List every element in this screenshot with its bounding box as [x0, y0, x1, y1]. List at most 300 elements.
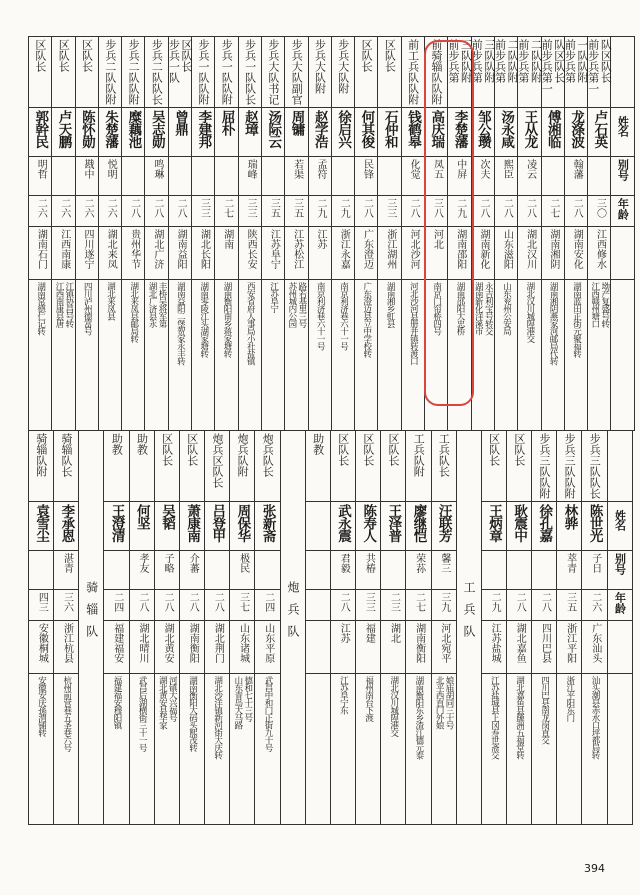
position-line: 一队队附 — [576, 39, 590, 83]
cell-age — [29, 196, 52, 227]
pos-text: 炮兵区队长 — [210, 433, 224, 488]
name-text: 卢石英 — [591, 110, 608, 148]
cell-home — [29, 227, 52, 280]
age-text: 二六 — [35, 198, 47, 218]
addr-text: 湖南衡阳东乡渣江德元泰 — [413, 676, 424, 759]
addr-text: 南京利济巷六十一号 — [315, 282, 326, 350]
cell-home — [355, 227, 378, 280]
name-text: 吴韬 — [158, 504, 175, 529]
cell-pos — [75, 37, 98, 108]
position-line: 二队队附 — [529, 39, 543, 83]
age-text: 二九 — [489, 592, 501, 612]
addr-text: 湖南零陵江头湖家塘转 — [198, 282, 209, 357]
age-text: 三〇 — [594, 198, 606, 218]
age-text: 二八 — [361, 198, 373, 218]
address-line: 山东青岛大马路 — [232, 676, 243, 729]
cell-name — [588, 108, 611, 157]
cell-name — [356, 502, 381, 551]
alias-text: 孟符 — [314, 159, 326, 179]
pos-text: 步兵一队队附 — [197, 39, 210, 105]
name-text: 李楚藩 — [451, 110, 468, 148]
age-text: 三三 — [363, 592, 375, 612]
cell-home — [192, 227, 215, 280]
cell-name — [518, 108, 541, 157]
cell-addr — [564, 280, 587, 431]
name-text: 高庆瑞 — [428, 110, 445, 148]
position-line: 前步兵第一 — [586, 39, 600, 94]
name-text: 陈怀勋 — [78, 110, 95, 148]
age-text: 二八 — [338, 592, 350, 612]
name-text: 周保华 — [234, 504, 251, 542]
age-text: 二九 — [454, 198, 466, 218]
cell-pos — [588, 37, 611, 108]
cell-name — [564, 108, 587, 157]
cell-addr — [406, 674, 431, 825]
pos-text: 区队长 — [185, 433, 199, 466]
name-text: 屈朴 — [218, 110, 235, 135]
age-text: 二八 — [187, 592, 199, 612]
addr-text: 湖北汉川城隍港交 — [388, 676, 399, 736]
alias-text: 若渠 — [291, 159, 303, 179]
home-text: 湖南邵阳 — [454, 229, 466, 269]
home-text: 湖南益阳 — [175, 229, 187, 269]
pos-text: 助教 — [135, 433, 149, 455]
header-addr — [607, 674, 632, 825]
addr-text: 四川巴县南龙岗直交 — [539, 676, 550, 744]
cell-name — [205, 502, 230, 551]
name-text: 邹公瓒 — [474, 110, 491, 148]
cell-pos — [506, 431, 531, 502]
pos-text: 步兵二队队附 — [127, 39, 141, 105]
cell-addr — [481, 674, 506, 825]
cell-addr — [215, 280, 238, 431]
name-text: 萧康南 — [184, 504, 201, 542]
cell-home — [381, 621, 406, 674]
position-line: 区队长 — [179, 39, 193, 72]
cell-home — [564, 227, 587, 280]
cell-addr — [378, 280, 401, 431]
age-text: 二四 — [111, 592, 123, 612]
cell-name — [54, 502, 79, 551]
home-text: 四川巴县 — [539, 623, 551, 663]
cell-alias — [29, 157, 52, 196]
pos-text: 步兵三队队长 — [588, 433, 602, 499]
addr-text: 湖南蓝田正街元聚福转 — [571, 282, 582, 357]
header-pos — [607, 431, 632, 502]
cell-alias — [255, 551, 280, 590]
alias-text: 戡中 — [81, 159, 93, 179]
cell-pos — [129, 431, 154, 502]
addr-text: 湖北来凤县 — [105, 282, 116, 320]
position-line: 步兵一队 — [167, 39, 181, 83]
cell-name — [192, 108, 215, 157]
cell-alias — [98, 157, 121, 196]
cell-alias — [381, 551, 406, 590]
age-text: 四三 — [36, 592, 48, 612]
cell-age — [406, 590, 431, 621]
cell-pos — [29, 37, 52, 108]
pos-text: 步兵三队队附 — [537, 433, 551, 499]
cell-age — [381, 590, 406, 621]
cell-addr — [238, 280, 261, 431]
pos-text: 炮兵队附 — [236, 433, 250, 477]
cell-name — [305, 502, 330, 551]
cell-home — [52, 227, 75, 280]
pos-text: 区队长 — [360, 39, 374, 72]
age-text: 二八 — [162, 592, 174, 612]
name-text: 石仲和 — [381, 110, 398, 148]
cell-alias — [230, 551, 255, 590]
name-text: 傅湘临 — [544, 110, 561, 148]
cell-name — [541, 108, 564, 157]
pos-text: 步兵三队队附 — [563, 433, 577, 499]
cell-alias — [179, 551, 204, 590]
position-text — [516, 37, 543, 83]
cell-alias — [481, 551, 506, 590]
home-text: 浙江平阳 — [564, 623, 576, 663]
cell-age — [98, 196, 121, 227]
cell-age — [54, 590, 79, 621]
home-text: 江西修水 — [594, 229, 606, 269]
cell-name — [261, 108, 284, 157]
cell-addr — [29, 674, 54, 825]
roster-table-lower — [28, 430, 633, 825]
name-text: 何坚 — [133, 504, 150, 529]
name-text: 汤际云 — [265, 110, 282, 148]
cell-addr — [205, 674, 230, 825]
cell-alias — [356, 551, 381, 590]
cell-addr — [401, 280, 424, 431]
addr-text: 武昌后湖横街三十一号 — [137, 676, 148, 751]
addr-text: 浙江平阳东门 — [564, 676, 575, 721]
cell-pos — [192, 37, 215, 108]
cell-home — [378, 227, 401, 280]
cell-name — [481, 502, 506, 551]
alias-text: 凌云 — [524, 159, 536, 179]
name-text: 陈世光 — [586, 504, 603, 542]
alias-text: 中屏 — [454, 159, 466, 179]
cell-name — [406, 502, 431, 551]
pos-text: 步兵一队队长 — [243, 39, 257, 105]
cell-home — [406, 621, 431, 674]
cell-addr — [541, 280, 564, 431]
home-text: 江苏 — [314, 229, 326, 249]
cell-age — [154, 590, 179, 621]
cell-home — [506, 621, 531, 674]
cell-age — [238, 196, 261, 227]
home-text: 湖南石门 — [35, 229, 47, 269]
home-text: 湖南新化 — [478, 229, 490, 269]
cell-name — [308, 108, 331, 157]
cell-home — [494, 227, 517, 280]
alias-text: 悦明 — [105, 159, 117, 179]
name-text: 王从龙 — [521, 110, 538, 148]
pos-text: 步兵大队附 — [336, 39, 350, 94]
alias-text: 子略 — [162, 553, 174, 573]
position-line: 前步兵第一 — [540, 39, 554, 94]
cell-alias — [238, 157, 261, 196]
addr-text: 西安省府人事局小社盐镇 — [245, 282, 256, 365]
section-label-text: 炮兵队 — [285, 581, 300, 647]
cell-alias — [168, 157, 191, 196]
pos-text: 区队长 — [336, 433, 350, 466]
cell-home — [481, 621, 506, 674]
cell-age — [122, 196, 145, 227]
age-text: 二八 — [478, 198, 490, 218]
cell-age — [129, 590, 154, 621]
age-text: 二六 — [81, 198, 93, 218]
name-text: 张新斋 — [259, 504, 276, 542]
cell-addr — [506, 674, 531, 825]
address-text — [52, 280, 74, 327]
cell-pos — [29, 431, 54, 502]
cell-addr — [255, 674, 280, 825]
cell-alias — [401, 157, 424, 196]
addr-text: 湖北沙洋镇新河街大庆转 — [212, 676, 223, 759]
cell-name — [129, 502, 154, 551]
cell-alias — [582, 551, 607, 590]
age-text: 二七 — [221, 198, 233, 218]
alias-text: 子日 — [589, 553, 601, 573]
age-text: 三五 — [564, 592, 576, 612]
age-text: 二七 — [413, 592, 425, 612]
cell-pos — [98, 37, 121, 108]
section-label-text: 工兵队 — [462, 581, 477, 647]
home-text: 湖南 — [221, 229, 233, 249]
addr-text: 福建福安穆阳镇 — [112, 676, 122, 729]
addr-text: 湖南湘乡虹县 — [385, 282, 396, 327]
home-text: 福建福安 — [111, 623, 123, 663]
cell-addr — [557, 674, 582, 825]
cell-pos — [481, 431, 506, 502]
cell-name — [532, 502, 557, 551]
alias-text: 萃青 — [564, 553, 576, 573]
home-text: 湖北 — [388, 623, 400, 643]
cell-age — [506, 590, 531, 621]
cell-addr — [471, 280, 494, 431]
cell-home — [261, 227, 284, 280]
cell-age — [378, 196, 401, 227]
cell-alias — [192, 157, 215, 196]
cell-age — [355, 196, 378, 227]
cell-home — [230, 621, 255, 674]
home-text: 湖南湘阴 — [547, 229, 559, 269]
cell-pos — [215, 37, 238, 108]
home-text: 湖北嘉鱼 — [514, 623, 526, 663]
home-text: 山东平原 — [262, 623, 274, 663]
pos-text: 前工兵队队附 — [406, 39, 420, 105]
position-text — [563, 37, 590, 83]
cell-pos — [122, 37, 145, 108]
cell-addr — [54, 674, 79, 825]
name-text: 曾鼎 — [172, 110, 189, 135]
cell-age — [75, 196, 98, 227]
cell-home — [518, 227, 541, 280]
cell-age — [564, 196, 587, 227]
cell-alias — [471, 157, 494, 196]
cell-alias — [532, 551, 557, 590]
address-text — [432, 674, 456, 729]
position-line: 前步兵第 — [447, 39, 460, 83]
age-text: 二九 — [338, 198, 350, 218]
pos-text: 步兵大队副官 — [290, 39, 304, 105]
header-label: 年龄 — [613, 592, 627, 614]
home-text: 湖南安化 — [571, 229, 583, 269]
addr-text: 湖北来凤县邮局转 — [128, 282, 139, 342]
cell-addr — [122, 280, 145, 431]
position-text — [472, 37, 494, 83]
cell-home — [532, 621, 557, 674]
pos-text: 前骑辎队队附 — [429, 39, 443, 105]
cell-name — [179, 502, 204, 551]
alias-text: 翰藩 — [571, 159, 583, 179]
age-text: 三八 — [431, 198, 443, 218]
cell-home — [541, 227, 564, 280]
address-line: 坳产复盛号转 — [599, 282, 610, 327]
cell-pos — [330, 431, 355, 502]
cell-addr — [381, 674, 406, 825]
addr-text: 福州南台下渡 — [363, 676, 374, 721]
cell-age — [29, 590, 54, 621]
cell-pos — [54, 431, 79, 502]
header-alias — [607, 551, 632, 590]
address-line: 娘庙胡同三十号 — [444, 676, 454, 729]
cell-pos — [471, 37, 494, 108]
name-text: 徐启兴 — [335, 110, 352, 148]
cell-name — [52, 108, 75, 157]
home-text: 河北沙河 — [408, 229, 420, 269]
addr-text: 南京利济巷六十一号 — [338, 282, 349, 350]
address-text — [145, 280, 167, 327]
position-line: 队区队长 — [552, 39, 566, 83]
cell-addr — [331, 280, 354, 431]
addr-text: 江苏盐城县上冈寿世斋交 — [489, 676, 500, 759]
name-text: 王泽普 — [385, 504, 402, 542]
alias-text: 熙臣 — [501, 159, 513, 179]
name-text: 王澄清 — [108, 504, 125, 542]
name-text: 李建邦 — [195, 110, 212, 148]
name-text: 林骅 — [561, 504, 578, 529]
header-addr — [611, 280, 634, 431]
cell-age — [532, 590, 557, 621]
cell-home — [305, 621, 330, 674]
home-text: 江苏盐城 — [489, 623, 501, 663]
cell-alias — [588, 157, 611, 196]
home-text: 四川遂宁 — [81, 229, 93, 269]
cell-alias — [122, 157, 145, 196]
section-label-artillery — [280, 431, 305, 825]
address-text — [285, 280, 307, 327]
addr-text: 湖北汉川城隍港交 — [524, 282, 535, 342]
header-label: 姓名 — [613, 510, 627, 530]
alias-text: 次夫 — [478, 159, 490, 179]
position-line: 前步兵第 — [493, 39, 507, 83]
cell-alias — [378, 157, 401, 196]
pos-text: 步兵大队书记 — [266, 39, 280, 105]
address-line: 北平西直门外娘 — [434, 676, 445, 729]
cell-home — [122, 227, 145, 280]
cell-pos — [154, 431, 179, 502]
cell-name — [506, 502, 531, 551]
cell-pos — [431, 431, 456, 502]
cell-name — [29, 502, 54, 551]
position-text — [169, 37, 191, 83]
cell-alias — [406, 551, 431, 590]
home-text: 浙江杭县 — [61, 623, 73, 663]
age-text: 三五 — [291, 198, 303, 218]
name-text: 汤永咸 — [498, 110, 515, 148]
alias-text: 化觉 — [408, 159, 420, 179]
cell-pos — [308, 37, 331, 108]
cell-age — [261, 196, 284, 227]
addr-text: 广东澄迈县立中学校转 — [361, 282, 372, 357]
cell-age — [192, 196, 215, 227]
cell-home — [29, 621, 54, 674]
cell-home — [179, 621, 204, 674]
home-text: 江苏松江 — [291, 229, 303, 269]
cell-alias — [330, 551, 355, 590]
header-age — [607, 590, 632, 621]
cell-alias — [29, 551, 54, 590]
cell-addr — [305, 674, 330, 825]
cell-alias — [145, 157, 168, 196]
cell-name — [75, 108, 98, 157]
cell-age — [356, 590, 381, 621]
cell-name — [331, 108, 354, 157]
position-line: 前步兵第 — [470, 39, 484, 83]
cell-home — [471, 227, 494, 280]
cell-addr — [285, 280, 308, 431]
address-text — [588, 280, 610, 327]
cell-alias — [308, 157, 331, 196]
cell-alias — [104, 551, 129, 590]
cell-home — [401, 227, 424, 280]
cell-pos — [356, 431, 381, 502]
header-name — [607, 502, 632, 551]
home-text: 山东滋阳 — [501, 229, 513, 269]
age-text: 二八 — [175, 198, 187, 218]
cell-home — [205, 621, 230, 674]
cell-home — [330, 621, 355, 674]
cell-pos — [168, 37, 191, 108]
address-line: 德和七十三号 — [242, 676, 253, 721]
cell-home — [588, 227, 611, 280]
header-home — [607, 621, 632, 674]
cell-alias — [494, 157, 517, 196]
cell-name — [255, 502, 280, 551]
cell-addr — [29, 280, 52, 431]
home-text: 安徽桐城 — [36, 623, 48, 663]
addr-text: 武昌中和门正街九十号 — [262, 676, 273, 751]
cell-addr — [98, 280, 121, 431]
cell-home — [331, 227, 354, 280]
cell-name — [29, 108, 52, 157]
pos-text: 助教 — [110, 433, 124, 455]
pos-text: 工兵队附 — [412, 433, 426, 477]
address-line: 江镇协昌号转 — [63, 282, 74, 327]
cell-alias — [518, 157, 541, 196]
age-text: 二六 — [105, 198, 117, 218]
cell-pos — [261, 37, 284, 108]
page-number: 394 — [584, 862, 605, 875]
pos-text: 区队长 — [33, 39, 47, 72]
age-text: 二四 — [262, 592, 274, 612]
name-text: 武永震 — [335, 504, 352, 542]
cell-name — [285, 108, 308, 157]
cell-pos — [563, 37, 590, 108]
cell-name — [98, 108, 121, 157]
age-text: 二八 — [136, 592, 148, 612]
